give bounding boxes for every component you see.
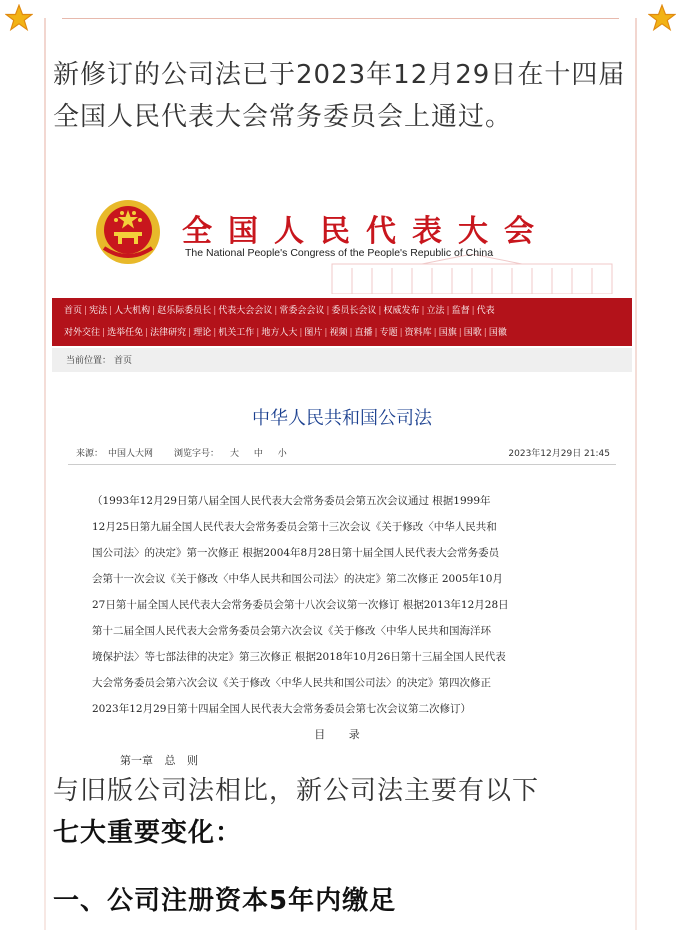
top-divider xyxy=(62,18,619,19)
nav-item[interactable]: 法律研究 xyxy=(150,328,187,338)
nav-item[interactable]: 地方人大 xyxy=(261,328,298,338)
npc-website-screenshot xyxy=(52,192,632,767)
publish-datetime: 2023年12月29日 21:45 xyxy=(508,449,610,459)
site-name-chinese: 全国人民代表大会 xyxy=(182,214,550,249)
nav-item[interactable]: 机关工作 xyxy=(218,328,255,338)
nav-item[interactable]: 选举任免 xyxy=(107,328,144,338)
star-icon xyxy=(5,4,33,32)
nav-item[interactable]: 国旗 xyxy=(438,328,457,338)
nav-item[interactable]: 图片 xyxy=(304,328,323,338)
nav-separator: | xyxy=(326,306,330,316)
left-border xyxy=(44,18,46,930)
nav-item[interactable]: 宪法 xyxy=(89,306,108,316)
source-label: 来源： xyxy=(76,449,104,459)
nav-item[interactable]: 理论 xyxy=(193,328,212,338)
nav-item[interactable]: 代表 xyxy=(476,306,495,316)
nav-separator: | xyxy=(378,306,382,316)
nav-separator: | xyxy=(399,328,403,338)
nav-item[interactable]: 赵乐际委员长 xyxy=(157,306,212,316)
nav-separator: | xyxy=(213,328,217,338)
source-value: 中国人大网 xyxy=(108,449,154,459)
national-emblem-icon xyxy=(94,198,162,266)
section-heading-one: 一、公司注册资本5年内缴足 xyxy=(53,886,397,916)
nav-item[interactable]: 人大机构 xyxy=(114,306,151,316)
nav-item[interactable]: 立法 xyxy=(426,306,445,316)
nav-separator: | xyxy=(433,328,437,338)
star-icon xyxy=(648,4,676,32)
summary-paragraph xyxy=(53,770,638,854)
history-line: 2023年12月29日第十四届全国人民代表大会常务委员会第七次会议第二次修订） xyxy=(92,703,471,715)
nav-separator: | xyxy=(299,328,303,338)
great-hall-building-icon xyxy=(312,254,632,294)
nav-item[interactable]: 直播 xyxy=(354,328,373,338)
nav-item[interactable]: 代表大会会议 xyxy=(218,306,273,316)
chapter-one-heading: 第一章 总 则 xyxy=(120,754,198,767)
summary-bold-text: 七大重要变化： xyxy=(53,818,243,848)
nav-separator: | xyxy=(152,306,156,316)
article-meta xyxy=(52,446,632,462)
nav-separator: | xyxy=(324,328,328,338)
nav-item[interactable]: 国歌 xyxy=(463,328,482,338)
font-size-label: 浏览字号： xyxy=(174,449,220,459)
nav-separator: | xyxy=(145,328,149,338)
nav-separator: | xyxy=(349,328,353,338)
law-article-title: 中华人民共和国公司法 xyxy=(252,408,432,429)
nav-separator: | xyxy=(109,306,113,316)
breadcrumb-label: 当前位置： xyxy=(66,356,112,366)
site-nav-bar xyxy=(52,298,632,346)
table-of-contents-heading: 目 录 xyxy=(314,728,370,741)
nav-row-1 xyxy=(62,302,497,320)
nav-item[interactable]: 委员长会议 xyxy=(331,306,377,316)
summary-text: 与旧版公司法相比，新公司法主要有以下 xyxy=(53,776,540,806)
history-line: 12月25日第九届全国人民代表大会常务委员会第十三次会议《关于修改〈中华人民共和 xyxy=(92,521,497,533)
nav-separator: | xyxy=(446,306,450,316)
site-name-english: The National People's Congress of the People's Republic of China xyxy=(185,247,494,259)
history-line: （1993年12月29日第八届全国人民代表大会常务委员会第五次会议通过 根据1999年 xyxy=(92,495,491,507)
amendment-history xyxy=(92,488,597,722)
nav-row-2 xyxy=(62,324,509,342)
intro-paragraph: 新修订的公司法已于2023年12月29日在十四届全国人民代表大会常务委员会上通过。 xyxy=(53,60,626,132)
nav-separator: | xyxy=(213,306,217,316)
nav-item[interactable]: 专题 xyxy=(379,328,398,338)
nav-separator: | xyxy=(374,328,378,338)
breadcrumb xyxy=(52,348,632,372)
history-line: 27日第十届全国人民代表大会常务委员会第十八次会议第一次修订 根据2013年12月28日 xyxy=(92,599,509,611)
nav-item[interactable]: 资料库 xyxy=(404,328,432,338)
nav-separator: | xyxy=(84,306,88,316)
nav-item[interactable]: 国徽 xyxy=(488,328,507,338)
nav-separator: | xyxy=(421,306,425,316)
history-line: 大会常务委员会第六次会议《关于修改〈中华人民共和国公司法〉的决定》第四次修正 xyxy=(92,677,491,689)
history-line: 国公司法〉的决定》第一次修正 根据2004年8月28日第十届全国人民代表大会常务委员 xyxy=(92,547,500,559)
font-size-options[interactable]: 大 中 小 xyxy=(230,449,293,459)
meta-divider xyxy=(68,464,616,465)
nav-separator: | xyxy=(458,328,462,338)
nav-item[interactable]: 首页 xyxy=(64,306,83,316)
history-line: 会第十一次会议《关于修改〈中华人民共和国公司法〉的决定》第二次修正 2005年10月 xyxy=(92,573,503,585)
history-line: 第十二届全国人民代表大会常务委员会第六次会议《关于修改〈中华人民共和国海洋环 xyxy=(92,625,491,637)
history-line: 境保护法〉等七部法律的决定》第三次修正 根据2018年10月26日第十三届全国人民代表 xyxy=(92,651,506,663)
nav-separator: | xyxy=(256,328,260,338)
nav-separator: | xyxy=(274,306,278,316)
nav-item[interactable]: 常委会会议 xyxy=(279,306,325,316)
nav-separator: | xyxy=(471,306,475,316)
nav-separator: | xyxy=(188,328,192,338)
breadcrumb-home-link[interactable]: 首页 xyxy=(114,356,133,366)
nav-item[interactable]: 监督 xyxy=(451,306,470,316)
site-banner xyxy=(52,192,632,294)
nav-separator: | xyxy=(483,328,487,338)
nav-item[interactable]: 视频 xyxy=(329,328,348,338)
nav-item[interactable]: 权威发布 xyxy=(383,306,420,316)
nav-item[interactable]: 对外交往 xyxy=(64,328,101,338)
nav-separator: | xyxy=(102,328,106,338)
